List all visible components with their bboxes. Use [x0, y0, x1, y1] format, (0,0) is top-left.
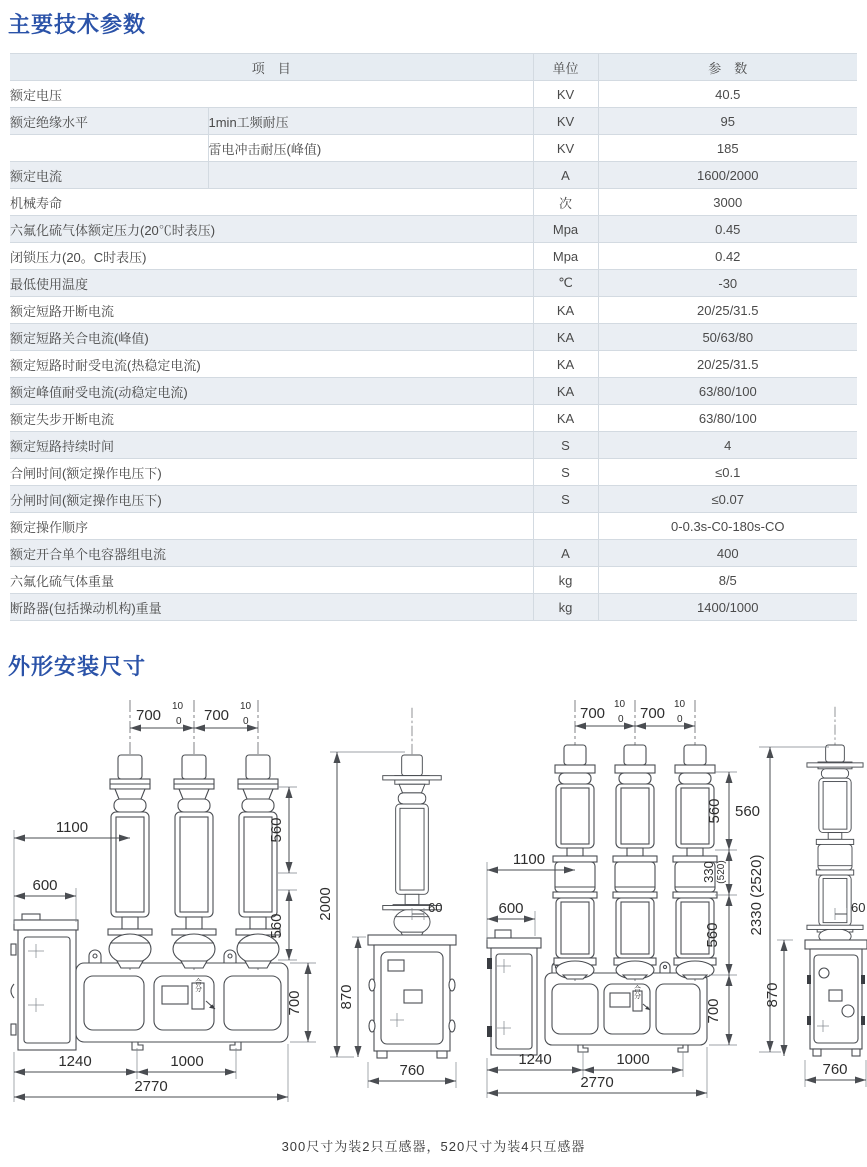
cell-sub-item: 1min工频耐压 [208, 108, 533, 135]
dim-label-1240: 1240 [518, 1051, 552, 1068]
cell-value: 0-0.3s-C0-180s-CO [598, 513, 857, 540]
table-row [10, 81, 857, 108]
dim-label-2770: 2770 [134, 1078, 168, 1095]
section-title-outline-dimensions: 外形安装尺寸 [8, 654, 147, 679]
cell-value: 4 [598, 432, 857, 459]
pole-column [613, 700, 657, 981]
cell-sub-item [208, 162, 533, 189]
dim-label-pitch1-tol-plus: 10 [172, 701, 184, 712]
dim-label-560-lower: 560 [268, 913, 285, 939]
dim-label-870: 870 [338, 984, 355, 1010]
dim-label-pitch1: 700 [580, 705, 606, 722]
cell-unit: kg [533, 567, 598, 594]
header-item: 项 目 [10, 54, 533, 81]
dim-label-1000: 1000 [170, 1053, 204, 1070]
control-cabinet-front [487, 930, 541, 1055]
dim-label-pitch2-tol-plus: 10 [674, 699, 686, 710]
lifting-lug [224, 950, 236, 963]
cell-item: 额定失步开断电流 [10, 405, 533, 432]
cell-value: 95 [598, 108, 857, 135]
cell-sub-item: 雷电冲击耐压(峰值) [208, 135, 533, 162]
table-row [10, 297, 857, 324]
table-header-row [10, 54, 857, 81]
table-row [10, 540, 857, 567]
cell-value: 3000 [598, 189, 857, 216]
cell-value: 50/63/80 [598, 324, 857, 351]
dim-label-2330-2520: 2330 (2520) [748, 854, 765, 936]
cell-unit: A [533, 162, 598, 189]
cell-value: 8/5 [598, 567, 857, 594]
dim-label-600: 600 [32, 877, 58, 894]
cell-unit: kg [533, 594, 598, 621]
cell-unit: 次 [533, 189, 598, 216]
table-row [10, 486, 857, 513]
cell-value: 1400/1000 [598, 594, 857, 621]
side-view [805, 707, 867, 1056]
cell-unit: ℃ [533, 270, 598, 297]
cell-item: 机械寿命 [10, 189, 533, 216]
cell-unit: A [533, 540, 598, 567]
mounting-foot [578, 1045, 588, 1052]
table-row [10, 324, 857, 351]
lifting-lug [660, 962, 670, 973]
cell-unit: KV [533, 108, 598, 135]
cell-unit: KV [533, 135, 598, 162]
table-row [10, 594, 857, 621]
header-param: 参 数 [598, 54, 857, 81]
cell-value: -30 [598, 270, 857, 297]
pole-column [553, 700, 597, 981]
table-row [10, 108, 857, 135]
transformer-note: 300尺寸为装2只互感器，520尺寸为装4只互感器 [281, 1139, 586, 1154]
cell-item: 额定短路关合电流(峰值) [10, 324, 533, 351]
cell-unit: KV [533, 81, 598, 108]
dim-label-1100: 1100 [55, 819, 89, 836]
dim-label-870: 870 [764, 982, 781, 1008]
dim-label-pitch1-tol-minus: 0 [176, 716, 182, 727]
cell-item [10, 135, 208, 162]
cell-unit: Mpa [533, 216, 598, 243]
dim-label-2770: 2770 [580, 1074, 614, 1091]
cell-item: 额定绝缘水平 [10, 108, 208, 135]
cell-value: ≤0.07 [598, 486, 857, 513]
cell-item: 六氟化硫气体额定压力(20℃时表压) [10, 216, 533, 243]
cell-item: 额定峰值耐受电流(动稳定电流) [10, 378, 533, 405]
dim-label-pitch2-tol-minus: 0 [677, 714, 683, 725]
cell-item: 闭锁压力(20。C时表压) [10, 243, 533, 270]
cell-value: 400 [598, 540, 857, 567]
dim-label-560-upper: 560 [706, 798, 723, 824]
cell-unit [533, 513, 598, 540]
lifting-lug [89, 950, 101, 963]
table-row [10, 432, 857, 459]
pole-column [108, 700, 152, 971]
cell-unit: KA [533, 405, 598, 432]
cell-unit: S [533, 432, 598, 459]
table-row [10, 459, 857, 486]
table-row [10, 216, 857, 243]
dim-label-pitch2-tol-plus: 10 [240, 701, 252, 712]
outline-drawing-right [467, 690, 867, 1120]
table-row [10, 135, 857, 162]
header-unit: 单位 [533, 54, 598, 81]
dim-label-700-frame: 700 [286, 990, 303, 1016]
cell-value: 0.45 [598, 216, 857, 243]
cell-item: 六氟化硫气体重量 [10, 567, 533, 594]
pole-column [172, 700, 216, 971]
cell-value: 20/25/31.5 [598, 297, 857, 324]
dim-label-560-upper: 560 [268, 817, 285, 843]
control-cabinet-front [11, 914, 78, 1050]
dim-label-760: 760 [822, 1061, 848, 1078]
cell-value: 40.5 [598, 81, 857, 108]
cell-item: 合闸时间(额定操作电压下) [10, 459, 533, 486]
dim-label-330: 330 [701, 861, 716, 883]
dim-label-pitch2: 700 [204, 707, 230, 724]
cell-item: 额定短路持续时间 [10, 432, 533, 459]
mounting-foot [230, 1042, 241, 1050]
cell-value: 1600/2000 [598, 162, 857, 189]
cell-value: 20/25/31.5 [598, 351, 857, 378]
outline-drawing-left [0, 690, 470, 1120]
cell-value: 185 [598, 135, 857, 162]
table-row [10, 567, 857, 594]
table-row [10, 189, 857, 216]
dim-label-pitch1: 700 [136, 707, 162, 724]
dim-label-560-lower: 560 [704, 922, 721, 948]
side-view [368, 708, 456, 1058]
cell-unit: S [533, 486, 598, 513]
dim-label-520: (520) [716, 860, 727, 884]
dim-label-60: 60 [428, 900, 443, 915]
parameters-table [10, 53, 857, 621]
cell-unit: S [533, 459, 598, 486]
cell-value: 63/80/100 [598, 378, 857, 405]
cell-item: 额定短路时耐受电流(热稳定电流) [10, 351, 533, 378]
table-row [10, 270, 857, 297]
dim-label-700-frame: 700 [705, 998, 722, 1024]
cell-item: 额定电流 [10, 162, 208, 189]
dim-label-pitch2-tol-minus: 0 [243, 716, 249, 727]
dim-label-pitch1-tol-plus: 10 [614, 699, 626, 710]
mounting-foot [678, 1045, 688, 1052]
dim-label-560-outer: 560 [735, 803, 761, 820]
dim-label-2000: 2000 [317, 887, 334, 921]
mounting-foot [132, 1042, 143, 1050]
open-close-indicator-label: 合分 [194, 978, 202, 992]
cell-value: 63/80/100 [598, 405, 857, 432]
table-row [10, 351, 857, 378]
dim-label-1100: 1100 [512, 851, 546, 868]
dim-label-600: 600 [498, 900, 524, 917]
hinge [487, 1026, 492, 1037]
cell-unit: KA [533, 324, 598, 351]
cell-item: 分闸时间(额定操作电压下) [10, 486, 533, 513]
cell-unit: KA [533, 351, 598, 378]
hinge [487, 958, 492, 969]
table-row [10, 513, 857, 540]
table-row [10, 405, 857, 432]
cell-unit: KA [533, 378, 598, 405]
cell-item: 断路器(包括操动机构)重量 [10, 594, 533, 621]
cell-value: ≤0.1 [598, 459, 857, 486]
cell-unit: KA [533, 297, 598, 324]
cell-item: 额定短路开断电流 [10, 297, 533, 324]
table-row [10, 162, 857, 189]
cell-item: 最低使用温度 [10, 270, 533, 297]
table-row [10, 243, 857, 270]
dim-label-60: 60 [851, 900, 866, 915]
dim-label-1000: 1000 [616, 1051, 650, 1068]
dim-label-pitch2: 700 [640, 705, 666, 722]
dim-label-1240: 1240 [58, 1053, 92, 1070]
dim-label-pitch1-tol-minus: 0 [618, 714, 624, 725]
dim-label-760: 760 [399, 1062, 425, 1079]
cell-item: 额定开合单个电容器组电流 [10, 540, 533, 567]
cell-value: 0.42 [598, 243, 857, 270]
section-title-parameters: 主要技术参数 [8, 12, 147, 37]
open-close-indicator-label: 合分 [633, 985, 641, 999]
cell-unit: Mpa [533, 243, 598, 270]
cell-item: 额定操作顺序 [10, 513, 533, 540]
cell-item: 额定电压 [10, 81, 533, 108]
table-row [10, 378, 857, 405]
